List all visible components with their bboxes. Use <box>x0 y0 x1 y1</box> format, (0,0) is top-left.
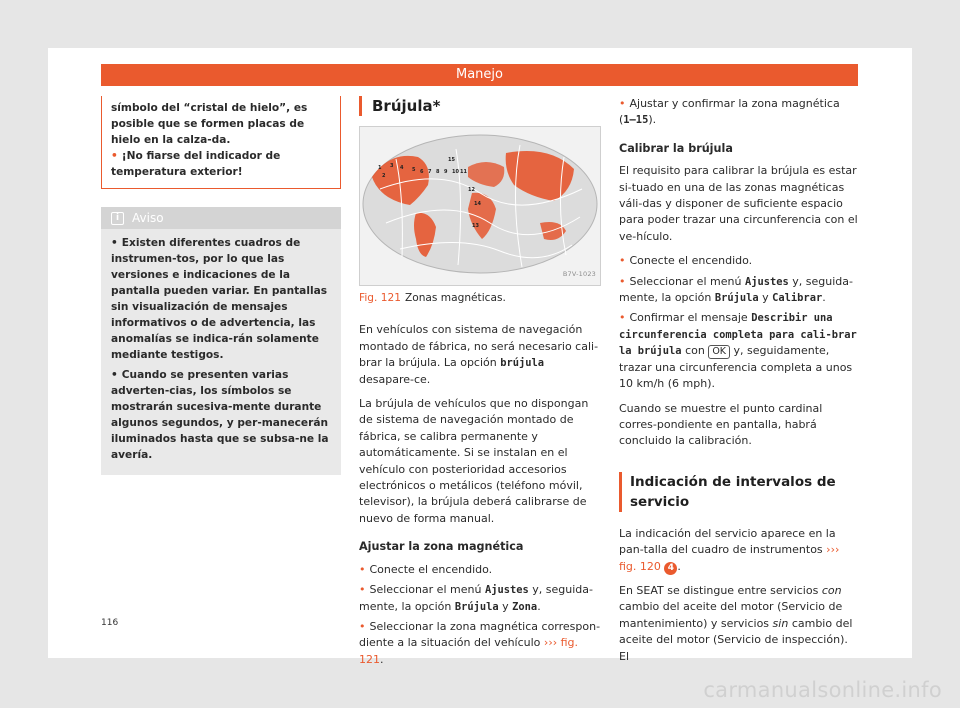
magnetic-zones-figure <box>359 126 601 286</box>
zone-label: 10 <box>452 169 459 175</box>
zone-label: 9 <box>444 169 448 175</box>
bullet-icon: • <box>619 97 626 110</box>
warning-text: símbolo del “cristal de hielo”, es posible que se formen placas de hielo en la calza-da. <box>111 102 308 146</box>
zone-label: 15 <box>448 157 455 163</box>
warning-bullet-text: ¡No fiarse del indicador de temperatura exterior! <box>111 150 281 178</box>
ok-button-symbol: OK <box>708 345 730 359</box>
figure-number: Fig. 121 <box>359 292 401 304</box>
column-middle <box>359 96 601 672</box>
paragraph: La indicación del servicio aparece en la pan-talla del cuadro de instrumentos ››› fig. 120 4 . <box>619 526 840 573</box>
note-title: Aviso <box>132 211 164 225</box>
bullet-icon: • <box>619 254 626 268</box>
zone-label: 1 <box>378 165 382 171</box>
bullet-icon: • <box>619 311 626 325</box>
note-item <box>111 235 331 363</box>
section-title-compass: Brújula* <box>359 96 601 116</box>
paragraph: El requisito para calibrar la brújula es estar si-tuado en una de las zonas magnéticas váli-das y disponer de suficiente espacio para poder trazar una circunferencia con el ve-hículo. <box>619 164 858 243</box>
bullet-icon: • <box>619 274 626 288</box>
zone-label: 6 <box>420 169 424 175</box>
zone-label: 11 <box>460 169 467 175</box>
figure-reference-link[interactable]: ››› fig. 120 <box>619 543 840 573</box>
list-item: • Seleccionar el menú Ajustes y, seguida-mente, la opción Brújula y Zona. <box>359 583 593 613</box>
zone-label: 2 <box>382 173 386 179</box>
zone-label: 7 <box>428 169 432 175</box>
figure-caption-text: Zonas magnéticas. <box>404 292 506 304</box>
note-item-text: Cuando se presenten varias adverten-cias, los símbolos se mostrarán sucesiva-mente durante algunos segundos, y per-manecerán iluminados hasta que se subsa-ne la avería. <box>111 369 329 461</box>
bullet-icon: • <box>359 562 366 576</box>
callout-number-icon: 4 <box>664 562 677 575</box>
bullet-icon: • <box>111 237 118 249</box>
zone-label: 5 <box>412 167 416 173</box>
subheading: Ajustar la zona magnética <box>359 540 524 554</box>
paragraph: En vehículos con sistema de navegación montado de fábrica, no será necesario cali-brar la brújula. La opción brújula desapare-ce. <box>359 323 599 386</box>
figure-code: B7V-1023 <box>562 269 596 278</box>
figure-caption <box>359 290 601 306</box>
menu-option: brújula <box>500 357 545 370</box>
bullet-icon: • <box>111 150 118 162</box>
list-item: • Ajustar y confirmar la zona magnética (1–15). <box>619 97 840 127</box>
list-item: • Conecte el encendido. <box>619 254 753 268</box>
zone-label: 8 <box>436 169 440 175</box>
paragraph: En SEAT se distingue entre servicios con cambio del aceite del motor (Servicio de mantenimiento) y servicios sin cambio del aceite del motor (Servicio de inspección). El <box>619 583 853 663</box>
chapter-header: Manejo <box>101 64 858 86</box>
note-body <box>101 229 341 475</box>
subheading: Calibrar la brújula <box>619 141 733 155</box>
bullet-icon: • <box>111 369 118 381</box>
note-header <box>101 207 341 229</box>
column-right <box>619 96 859 673</box>
figure-reference-link[interactable]: ››› fig. 121 <box>359 636 579 666</box>
note-item-text: Existen diferentes cuadros de instrumen-tos, por lo que las versiones e indicaciones de la pantalla pueden variar. En pantallas sin visualización de mensajes informativos o de advertencia, las anomalías se indica-rán solamente mediante testigos. <box>111 237 328 361</box>
warning-bullet <box>111 148 330 180</box>
warning-box <box>101 96 341 189</box>
info-icon: i <box>111 212 124 225</box>
section-title-service: Indicación de intervalos de servicio <box>619 472 859 512</box>
zone-label: 14 <box>474 201 481 207</box>
paragraph: La brújula de vehículos que no dispongan de sistema de navegación montado de fábrica, se calibra permanente y automáticamente. Si se instalan en el vehículo con posterioridad accesorios electrónicos o metálicos (teléfono móvil, televisor), la brújula deberá calibrarse de nuevo de forma manual. <box>359 397 589 525</box>
zone-label: 4 <box>400 165 404 171</box>
zone-label: 3 <box>390 163 394 169</box>
note-box <box>101 207 341 475</box>
bullet-icon: • <box>359 583 366 597</box>
list-item: • Conecte el encendido. <box>359 562 493 576</box>
list-item: • Confirmar el mensaje Describir una circunferencia completa para cali-brar la brújula con OK y, seguidamente, trazar una circunferencia completa a unos 10 km/h (6 mph). <box>619 311 857 391</box>
bullet-icon: • <box>359 619 366 633</box>
zone-label: 13 <box>472 223 479 229</box>
world-map-image <box>360 127 600 285</box>
zone-label: 12 <box>468 187 475 193</box>
paragraph: Cuando se muestre el punto cardinal corres-pondiente en pantalla, habrá concluido la calibración. <box>619 401 823 448</box>
list-item: • Seleccionar el menú Ajustes y, seguida-mente, la opción Brújula y Calibrar. <box>619 274 853 305</box>
note-item <box>111 367 331 463</box>
watermark: carmanualsonline.info <box>703 678 942 702</box>
column-left <box>101 96 341 475</box>
page-number: 116 <box>101 618 119 628</box>
list-item: • Seleccionar la zona magnética correspon-diente a la situación del vehículo ››› fig. 121. <box>359 619 601 666</box>
